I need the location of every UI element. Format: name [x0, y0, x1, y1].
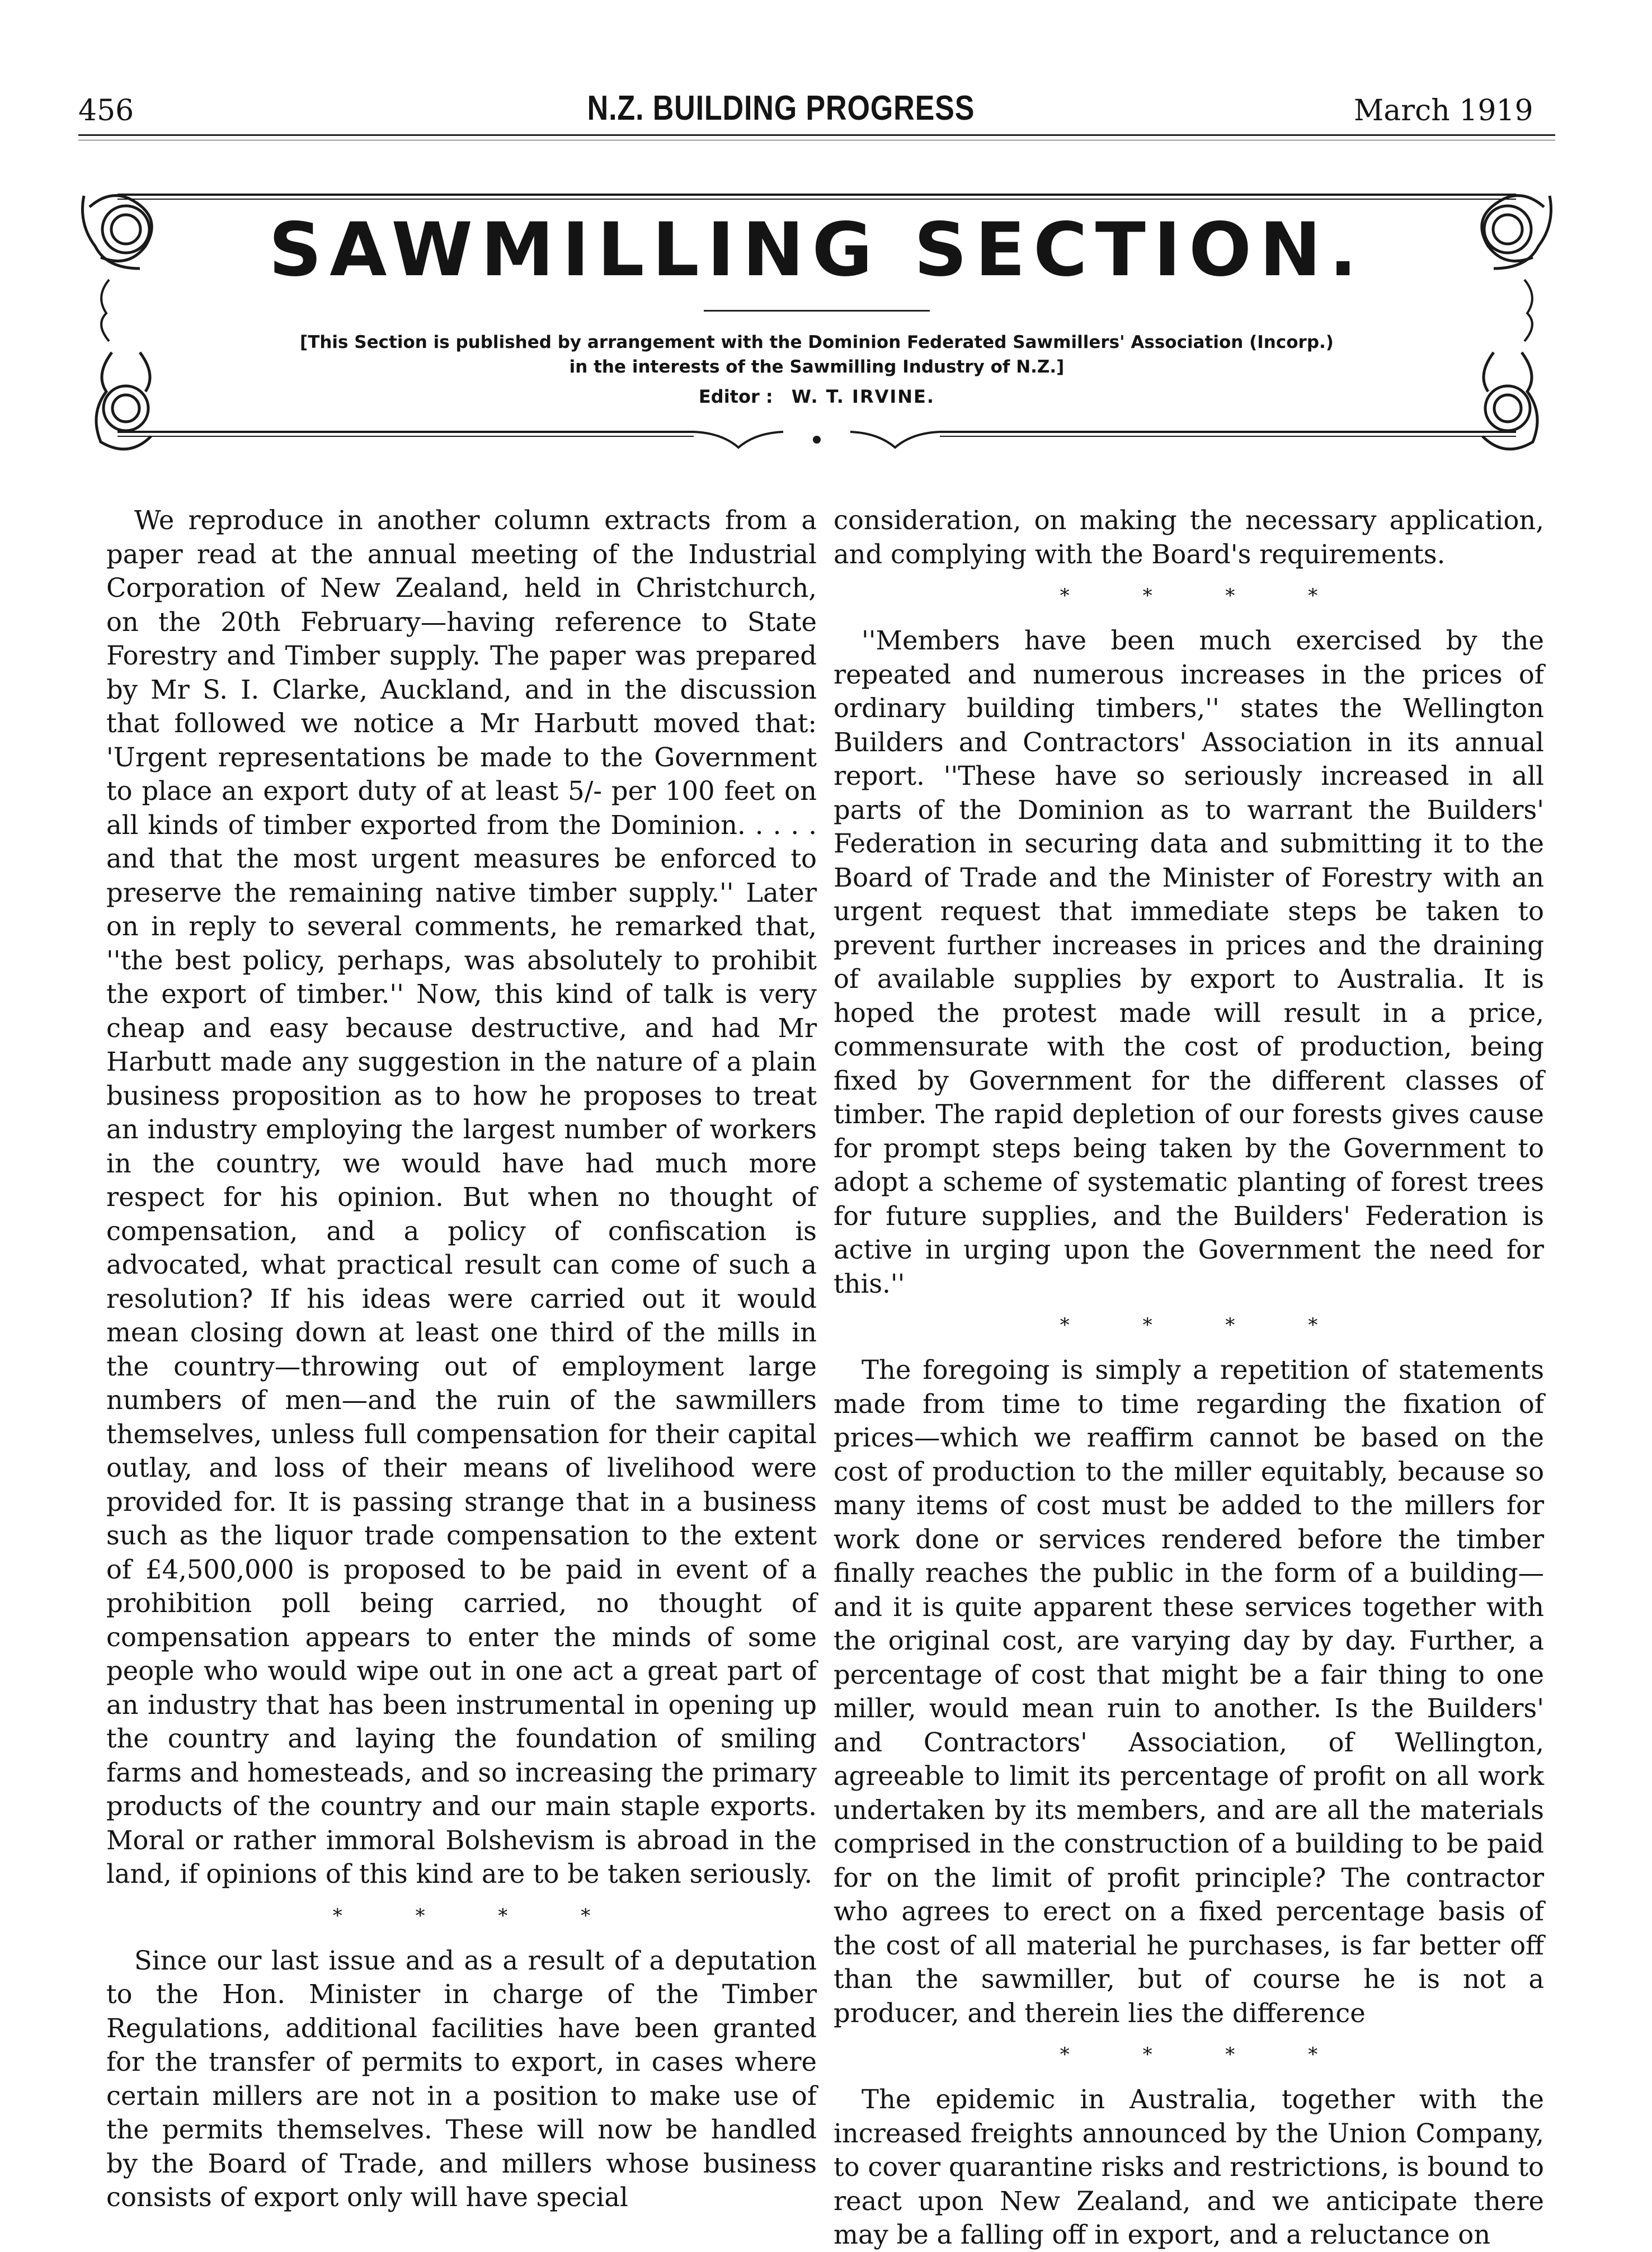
paragraph: The foregoing is simply a repetition of statements made from time to time regarding the fixation of prices—which we reaffirm cannot be based on the cost of production to the miller equitably, because so many items of cost must be added to the millers for work done or services rendered before the timber finally reaches the public in the form of a building—and it is quite apparent these services together with the original cost, are varying day by day. Further, a percentage of cost that might be a fair thing to one miller, would mean ruin to another. Is the Builders' and Contractors' Association, of Wellington, agreeable to limit its percentage of profit on all work undertaken by its members, and are all the materials comprised in the construction of a building to be paid for on the limit of profit principle? The contractor who agrees to erect on a fixed percentage basis of the cost of all material he purchases, is far better off than the sawmiller, but of course he is not a producer, and therein lies the difference: [834, 1355, 1544, 2028]
paragraph: Since our last issue and as a result of a deputation to the Hon. Minister in charge of the Timber Regulations, additional facilities have been granted for the transfer of permits to export, in cases where certain millers are not in a position to make use of the permits themselves. These will now be handled by the Board of Trade, and millers whose business consists of export only will have special: [106, 1945, 817, 2212]
editor-name: W. T. IRVINE.: [791, 386, 935, 407]
section-banner: [78, 185, 1555, 464]
paragraph: The epidemic in Australia, together with the increased freights announced by the Union Company, to cover quarantine risks and restrictions, is bound to react upon New Zealand, and we anticipate there may be a falling off in export, and a reluctance on: [834, 2084, 1544, 2250]
left-column: [106, 503, 817, 2215]
title-underline: [704, 310, 930, 312]
section-separator: * * * *: [1060, 585, 1352, 607]
issue-date: March 1919: [1354, 94, 1533, 128]
section-separator: * * * *: [1060, 1314, 1352, 1336]
section-separator: * * * *: [1060, 2043, 1352, 2066]
header-rule: [78, 134, 1555, 136]
right-column: [834, 503, 1544, 2252]
section-separator: * * * *: [332, 1904, 624, 1927]
page-number: 456: [78, 94, 134, 128]
journal-title: N.Z. BUILDING PROGRESS: [587, 89, 975, 128]
paragraph: ''Members have been much exercised by the repeated and numerous increases in the prices of ordinary building timbers,'' states the Wellington Builders and Contractors' Association in its annual report. ''These have so seriously increased in all parts of the Dominion as to warrant the Builders' Federation in securing data and submitting it to the Board of Trade and the Minister of Forestry with an urgent request that immediate steps be taken to prevent further increases in prices and the draining of available supplies by export to Australia. It is hoped the protest made will result in a price, commensurate with the cost of production, being fixed by Government for the different classes of timber. The rapid depletion of our forests gives cause for prompt steps being taken by the Government to adopt a scheme of systematic planting of forest trees for future supplies, and the Builders' Federation is active in urging upon the Government the need for this.'': [834, 625, 1544, 1299]
section-title: SAWMILLING SECTION.: [269, 207, 1365, 293]
editor-line: [78, 386, 1555, 407]
section-notice: [This Section is published by arrangement with the Dominion Federated Sawmillers' Association (Incorp.) in the interests of the Sawmilling Industry of N.Z.]: [300, 332, 1334, 377]
paragraph: We reproduce in another column extracts from a paper read at the annual meeting of the Industrial Corporation of New Zealand, held in Christchurch, on the 20th February—having reference to State Forestry and Timber supply. The paper was prepared by Mr S. I. Clarke, Auckland, and in the discussion that followed we notice a Mr Harbutt moved that: 'Urgent representations be made to the Government to place an export duty of at least 5/- per 100 feet on all kinds of timber exported from the Dominion. . . . . and that the most urgent measures be enforced to preserve the remaining native timber supply.'' Later on in reply to several comments, he remarked that, ''the best policy, perhaps, was absolutely to prohibit the export of timber.'' Now, this kind of talk is very cheap and easy because destructive, and had Mr Harbutt made any suggestion in the nature of a plain business proposition as to how he proposes to treat an industry employing the largest number of workers in the country, we would have had much more respect for his opinion. But when no thought of compensation, and a policy of confiscation is advocated, what practical result can come of such a resolution? If his ideas were carried out it would mean closing down at least one third of the mills in the country—throwing out of employment large numbers of men—and the ruin of the sawmillers themselves, unless full compensation for their capital outlay, and loss of their means of livelihood were provided for. It is passing strange that in a business such as the liquor trade compensation to the extent of £4,500,000 is proposed to be paid in event of a prohibition poll being carried, no thought of compensation appears to enter the minds of some people who would wipe out in one act a great part of an industry that has been instrumental in opening up the country and laying the foundation of smiling farms and homesteads, and so increasing the primary products of the country and our main staple exports. Moral or rather immoral Bolshevism is abroad in the land, if opinions of this kind are to be taken seriously.: [106, 505, 817, 1889]
editor-label: Editor :: [698, 386, 773, 407]
paragraph: consideration, on making the necessary application, and complying with the Board's requirements.: [834, 505, 1544, 569]
